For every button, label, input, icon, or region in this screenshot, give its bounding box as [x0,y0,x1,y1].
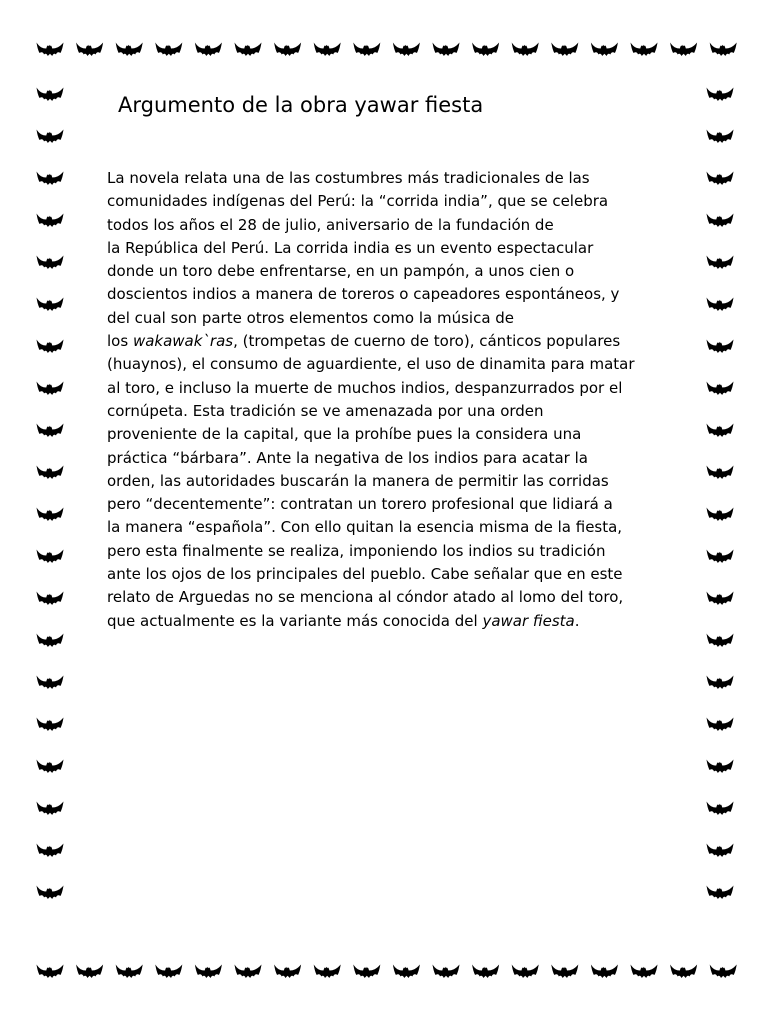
text-line: doscientos indios a manera de toreros o capeadores espontáneos, y [107,285,620,304]
bat-icon [235,43,262,57]
text-run: los [107,332,133,351]
text-line [107,610,667,633]
argument-paragraph [107,167,667,633]
bat-icon [37,298,64,312]
text-line: cornúpeta. Esta tradición se ve amenazada por una orden [107,401,544,420]
bat-icon [37,844,64,858]
bat-icon [235,965,262,979]
bat-icon [353,965,380,979]
bat-icon [37,256,64,270]
italic-term-wakawakras: wakawak`ras [132,332,234,351]
bat-icon [37,508,64,522]
text-line: pero “decentemente”: contratan un torero profesional que lidiará a [107,495,613,514]
bat-icon [707,298,734,312]
bat-icon [707,340,734,354]
bat-icon [37,718,64,732]
bat-icon [274,43,301,57]
text-line: proveniente de la capital, que la prohíbe pues la considera una [107,425,582,444]
bat-icon [707,592,734,606]
text-line: pero esta finalmente se realiza, imponiendo los indios su tradición [107,541,606,560]
text-run: , (trompetas de cuerno de toro), cánticos populares [233,332,621,351]
bat-icon [707,634,734,648]
bat-icon [195,43,222,57]
bat-icon [37,634,64,648]
bat-icon [707,550,734,564]
bat-icon [707,88,734,102]
text-run: que actualmente es la variante más conocida del [107,611,483,630]
text-line: donde un toro debe enfrentarse, en un pampón, a unos cien o [107,262,575,281]
bat-icon [37,424,64,438]
text-line: (huaynos), el consumo de aguardiente, el uso de dinamita para matar [107,355,635,374]
bat-icon [37,802,64,816]
bat-icon [472,43,499,57]
bat-icon [591,965,618,979]
bat-icon [116,965,143,979]
bat-icon [37,676,64,690]
text-line: la República del Perú. La corrida india es un evento espectacular [107,238,594,257]
bat-icon [155,43,182,57]
bat-icon [37,43,64,57]
bat-icon [37,214,64,228]
text-line: La novela relata una de las costumbres más tradicionales de las [107,169,590,187]
bat-icon [707,424,734,438]
bat-icon [707,214,734,228]
bat-icon [707,466,734,480]
bat-icon [707,172,734,186]
text-run: . [574,611,580,630]
bat-icon [670,43,697,57]
bat-icon [314,965,341,979]
italic-term-yawar-fiesta: yawar fiesta [482,611,575,630]
bat-icon [37,340,64,354]
bat-icon [37,130,64,144]
text-line: al toro, e incluso la muerte de muchos indios, despanzurrados por el [107,378,623,397]
bat-icon [37,592,64,606]
bat-icon [433,965,460,979]
bat-icon [707,676,734,690]
bat-icon [195,965,222,979]
bat-icon [707,760,734,774]
text-line [107,330,667,353]
bat-icon [116,43,143,57]
bat-icon [353,43,380,57]
text-line: todos los años el 28 de julio, aniversario de la fundación de [107,215,554,234]
bat-icon [591,43,618,57]
bat-icon [76,965,103,979]
bat-icon [274,965,301,979]
bat-icon [155,965,182,979]
bat-icon [512,43,539,57]
bat-icon [707,382,734,396]
bat-icon [472,965,499,979]
bat-icon [37,965,64,979]
bat-icon [707,718,734,732]
bat-icon [37,172,64,186]
bat-icon [551,43,578,57]
bat-icon [710,965,737,979]
bat-icon [393,965,420,979]
bat-icon [37,382,64,396]
text-line: comunidades indígenas del Perú: la “corrida india”, que se celebra [107,192,609,211]
text-line: ante los ojos de los principales del pueblo. Cabe señalar que en este [107,565,623,584]
text-line: orden, las autoridades buscarán la manera de permitir las corridas [107,471,609,490]
bat-icon [707,886,734,900]
text-line: práctica “bárbara”. Ante la negativa de los indios para acatar la [107,448,588,467]
bat-icon [551,965,578,979]
bat-icon [710,43,737,57]
bat-icon [707,802,734,816]
bat-icon [76,43,103,57]
bat-icon [37,550,64,564]
bat-icon [37,466,64,480]
text-line: relato de Arguedas no se menciona al cóndor atado al lomo del toro, [107,588,624,607]
text-line: la manera “española”. Con ello quitan la esencia misma de la fiesta, [107,518,623,537]
bat-icon [670,965,697,979]
bat-icon [37,760,64,774]
bat-icon [314,43,341,57]
bat-icon [707,256,734,270]
bat-icon [433,43,460,57]
bat-icon [37,88,64,102]
bat-icon [631,965,658,979]
bat-icon [707,130,734,144]
bat-icon [631,43,658,57]
bat-icon [37,886,64,900]
text-line: del cual son parte otros elementos como la música de [107,308,515,327]
bat-icon [707,844,734,858]
bat-icon [512,965,539,979]
bat-icon [393,43,420,57]
page-title: Argumento de la obra yawar fiesta [118,93,484,117]
bat-icon [707,508,734,522]
